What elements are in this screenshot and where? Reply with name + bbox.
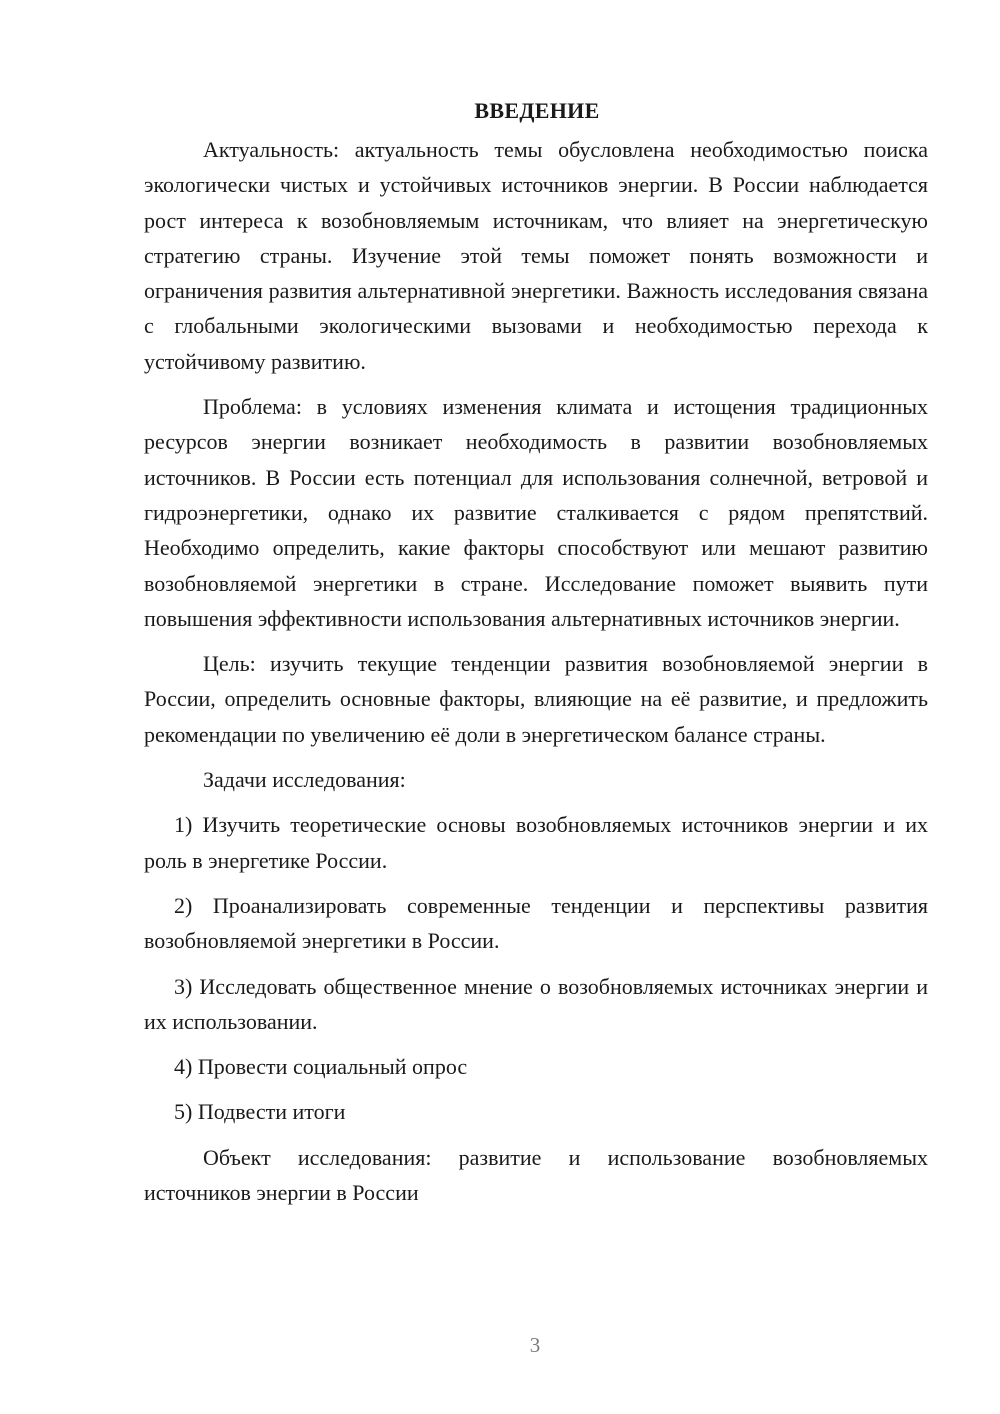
tasks-heading: Задачи исследования: — [203, 767, 406, 793]
task-item-2: 2) Проанализировать современные тенденции и перспективы развития возобновляемой энергетики в России. — [144, 892, 928, 954]
goal-paragraph: Цель: изучить текущие тенденции развития возобновляемой энергии в России, определить основные факторы, влияющие на её развитие, и предложить рекомендации по увеличению её доли в энергетическом балансе страны. — [144, 651, 928, 747]
task-item-5: 5) Подвести итоги — [174, 1099, 346, 1125]
problem-paragraph: Проблема: в условиях изменения климата и истощения традиционных ресурсов энергии возникает необходимость в развитии возобновляемых источников. В России есть потенциал для использования солнечной, ветровой и гидроэнергетики, однако их развитие сталкивается с рядом препятствий. Необходимо определить, какие факторы способствуют или мешают развитию возобновляемой энергетики в стране. Исследование поможет выявить пути повышения эффективности использования альтернативных источников энергии. — [144, 394, 928, 631]
object-paragraph: Объект исследования: развитие и использование возобновляемых источников энергии в России — [144, 1144, 928, 1206]
page-content — [144, 96, 928, 1210]
relevance-paragraph: Актуальность: актуальность темы обусловлена необходимостью поиска экологически чистых и устойчивых источников энергии. В России наблюдается рост интереса к возобновляемым источникам, что влияет на энергетическую стратегию страны. Изучение этой темы поможет понять возможности и ограничения развития альтернативной энергетики. Важность исследования связана с глобальными экологическими вызовами и необходимостью перехода к устойчивому развитию. — [144, 137, 928, 374]
task-item-1: 1) Изучить теоретические основы возобновляемых источников энергии и их роль в энергетике России. — [144, 812, 928, 873]
task-item-4: 4) Провести социальный опрос — [174, 1054, 468, 1080]
page-number: 3 — [529, 1333, 541, 1357]
task-item-3: 3) Исследовать общественное мнение о возобновляемых источниках энергии и их использовании. — [144, 973, 928, 1034]
section-heading: ВВЕДЕНИЕ — [474, 98, 600, 123]
